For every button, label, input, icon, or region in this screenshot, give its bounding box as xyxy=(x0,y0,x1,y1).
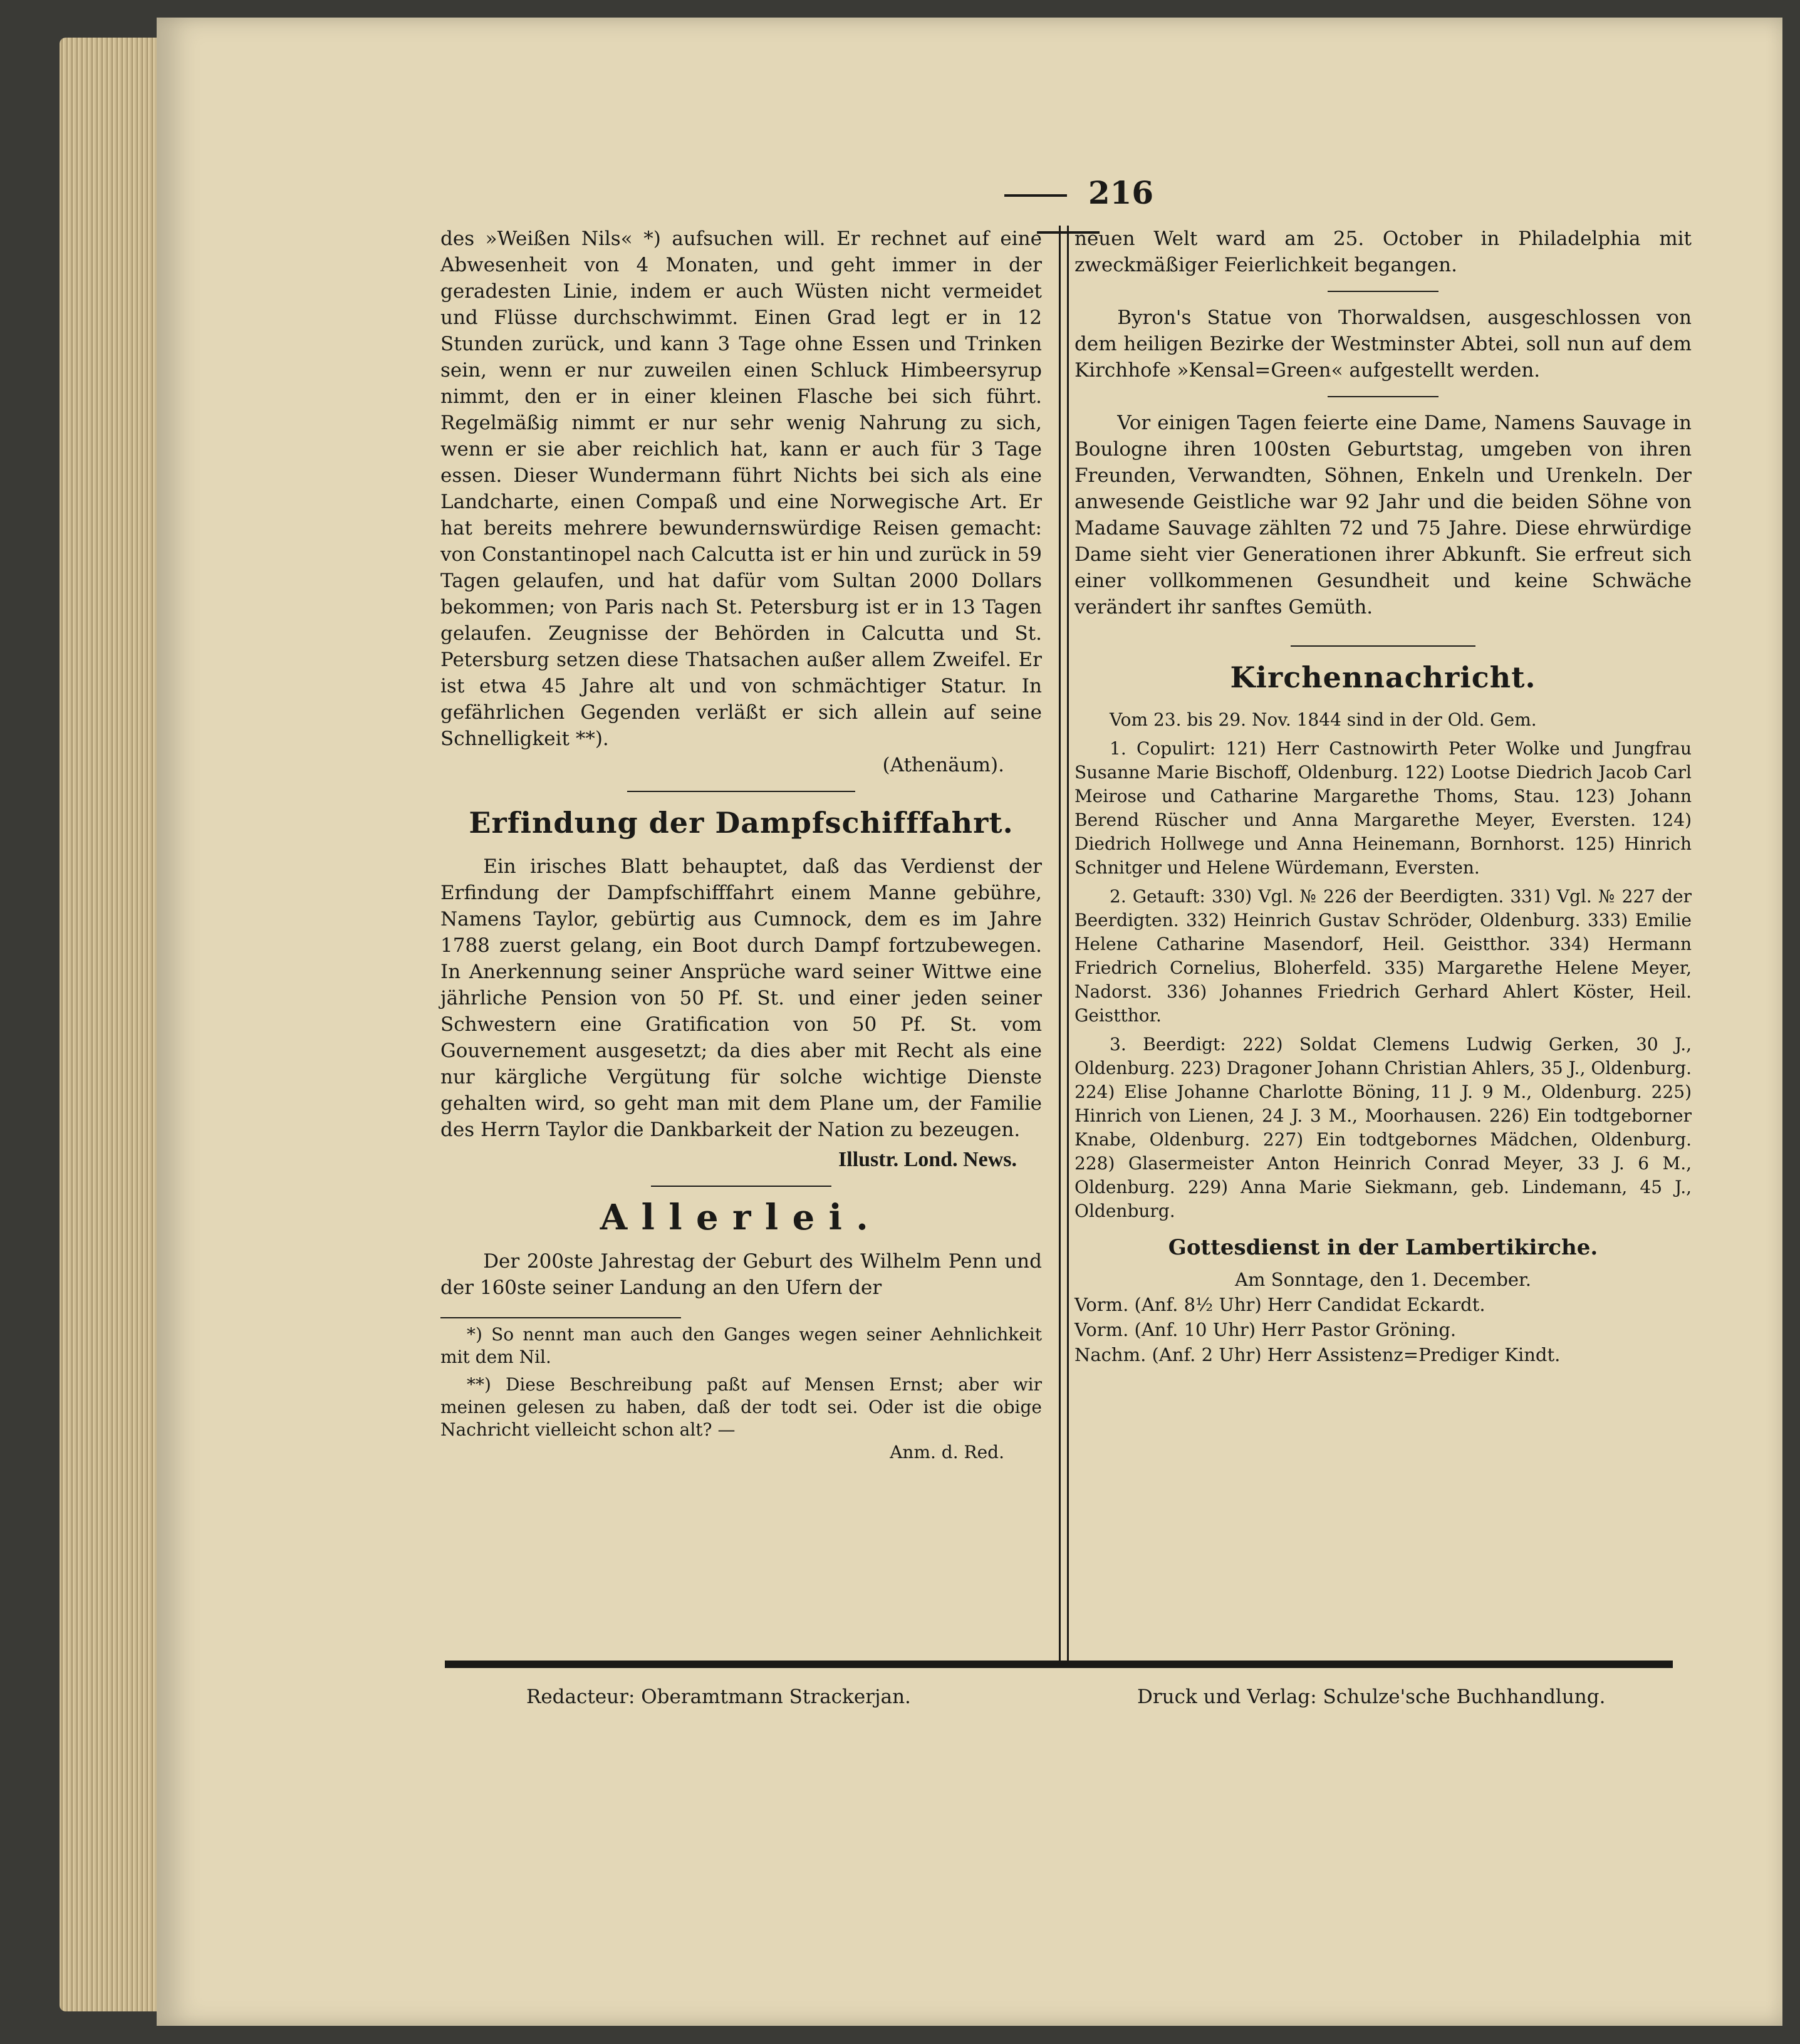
footnote-2-block xyxy=(440,1374,1042,1464)
footer-editor: Redacteur: Oberamtmann Strackerjan. xyxy=(526,1686,911,1708)
footnote-2: **) Diese Beschreibung paßt auf Mensen Ernst; aber wir meinen gelesen zu haben, daß der todt sei. Oder ist die obige Nachricht vielleicht schon alt? — xyxy=(440,1374,1042,1440)
page-number-value: 216 xyxy=(1088,174,1154,211)
footer-publisher: Druck und Verlag: Schulze'sche Buchhandlung. xyxy=(1137,1686,1606,1708)
service-date: Am Sonntage, den 1. December. xyxy=(1235,1269,1531,1290)
church-copulirt: 1. Copulirt: 121) Herr Castnowirth Peter Wolke und Jungfrau Susanne Marie Bischoff, Oldenburg. 122) Lootse Diedrich Jacob Carl Meirose und Catharine Margarethe Thoms, Stau. 123) Johann Berend Rüscher und Anna Margarethe Meyer, Eversten. 124) Diedrich Hollwege und Anna Heinemann, Bornhorst. 125) Hinrich Schnitger und Helene Würdemann, Eversten. xyxy=(1074,738,1692,878)
footnote-2-sign: Anm. d. Red. xyxy=(890,1442,1004,1463)
church-getauft: 2. Getauft: 330) Vgl. № 226 der Beerdigten. 331) Vgl. № 227 der Beerdigten. 332) Heinrich Gustav Schröder, Oldenburg. 333) Emilie Helene Catharine Masendorf, Heil. Geistthor. 334) Hermann Friedrich Cornelius, Bloherfeld. 335) Margarethe Helene Meyer, Nadorst. 336) Johannes Friedrich Gerhard Ahlert Köster, Heil. Geistthor. xyxy=(1074,886,1692,1026)
footnote-rule xyxy=(440,1317,681,1318)
continued-paragraph-penn: neuen Welt ward am 25. October in Philadelphia mit zweckmäßiger Feierlichkeit begangen. xyxy=(1074,227,1692,276)
page-number-dash-left xyxy=(1004,194,1067,197)
service-3: Nachm. (Anf. 2 Uhr) Herr Assistenz=Prediger Kindt. xyxy=(1074,1344,1561,1365)
section-rule xyxy=(1291,645,1476,647)
church-beerdigt: 3. Beerdigt: 222) Soldat Clemens Ludwig Gerken, 30 J., Oldenburg. 223) Dragoner Johann Christian Ahlers, 35 J., Oldenburg. 224) Elise Johanne Charlotte Böning, 11 J. 9 M., Oldenburg. 225) Hinrich von Lienen, 24 J. 3 M., Moorhausen. 226) Ein todtgeborner Knabe, Oldenburg. 227) Ein todtgebornes Mädchen, Oldenburg. 228) Glasermeister Anton Heinrich Conrad Meyer, 33 J. 6 M., Oldenburg. 229) Anna Marie Siekmann, geb. Lindemann, 45 J., Oldenburg. xyxy=(1074,1034,1692,1221)
footer-rule xyxy=(445,1661,1673,1668)
service-1: Vorm. (Anf. 8½ Uhr) Herr Candidat Eckardt. xyxy=(1074,1294,1485,1315)
column-divider xyxy=(1059,226,1069,1661)
source-illustrated-london-news: Illustr. Lond. News. xyxy=(838,1148,1017,1171)
article-penn: Der 200ste Jahrestag der Geburt des Wilhelm Penn und der 160ste seiner Landung an den Ufern der xyxy=(440,1250,1042,1299)
right-column xyxy=(1074,226,1692,1367)
heading-allerlei: Allerlei. xyxy=(600,1197,883,1238)
church-intro: Vom 23. bis 29. Nov. 1844 sind in der Old. Gem. xyxy=(1110,709,1537,730)
heading-gottesdienst: Gottesdienst in der Lambertikirche. xyxy=(1168,1235,1598,1260)
article-dampfschifffahrt: Ein irisches Blatt behauptet, daß das Verdienst der Erfindung der Dampfschifffahrt einem Manne gebühre, Namens Taylor, gebürtig aus Cumnock, dem es im Jahre 1788 zuerst gelang, ein Boot durch Dampf fortzubewegen. In Anerkennung seiner Ansprüche ward seiner Wittwe eine jährliche Pension von 50 Pf. St. und einer jeden seiner Schwestern eine Gratification von 50 Pf. St. vom Gouvernement ausgesetzt; da dies aber mit Recht als eine nur kärgliche Vergütung für solche wichtige Dienste gehalten wird, so geht man mit dem Plane um, der Familie des Herrn Taylor die Dankbarkeit der Nation zu bezeugen. xyxy=(440,855,1042,1141)
article-byron-statue: Byron's Statue von Thorwaldsen, ausgeschlossen von dem heiligen Bezirke der Westminster Abtei, soll nun auf dem Kirchhofe »Kensal=Green« aufgestellt werden. xyxy=(1074,306,1692,382)
section-rule xyxy=(651,1186,831,1187)
section-rule xyxy=(1328,291,1438,292)
section-rule xyxy=(627,791,856,792)
source-athenaeum: (Athenäum). xyxy=(882,754,1004,776)
heading-dampfschifffahrt: Erfindung der Dampfschifffahrt. xyxy=(469,806,1014,840)
footnote-1: *) So nennt man auch den Ganges wegen seiner Aehnlichkeit mit dem Nil. xyxy=(440,1324,1042,1367)
section-rule xyxy=(1328,396,1438,397)
article-sauvage-birthday: Vor einigen Tagen feierte eine Dame, Namens Sauvage in Boulogne ihren 100sten Geburtstag, umgeben von ihren Freunden, Verwandten, Söhnen, Enkeln und Urenkeln. Der anwesende Geistliche war 92 Jahr und die beiden Söhne von Madame Sauvage zählten 72 und 75 Jahre. Diese ehrwürdige Dame sieht vier Generationen ihrer Abkunft. Sie erfreut sich einer vollkommenen Gesundheit und keine Schwäche verändert ihr sanftes Gemüth. xyxy=(1074,412,1692,618)
continued-paragraph: des »Weißen Nils« *) aufsuchen will. Er rechnet auf eine Abwesenheit von 4 Monaten, und geht immer in der geradesten Linie, indem er auch Wüsten nicht vermeidet und Flüsse durchschwimmt. Einen Grad legt er in 12 Stunden zurück, und kann 3 Tage ohne Essen und Trinken sein, wenn er nur zuweilen einen Schluck Himbeersyrup nimmt, den er in einer kleinen Flasche bei sich führt. Regelmäßig nimmt er nur sehr wenig Nahrung zu sich, wenn er sie aber reichlich hat, kann er auch für 3 Tage essen. Dieser Wundermann führt Nichts bei sich als eine Landcharte, einen Compaß und eine Norwegische Art. Er hat bereits mehrere bewundernswürdige Reisen gemacht: von Constantinopel nach Calcutta ist er hin und zurück in 59 Tagen gelaufen, und hat dafür vom Sultan 2000 Dollars bekommen; von Paris nach St. Petersburg ist er in 13 Tagen gelaufen. Zeugnisse der Behörden in Calcutta und St. Petersburg setzen diese Thatsachen außer allem Zweifel. Er ist etwa 45 Jahre alt und von schmächtiger Statur. In gefährlichen Gegenden verläßt er sich allein auf seine Schnelligkeit **). xyxy=(440,227,1042,750)
left-column xyxy=(440,226,1042,1464)
service-2: Vorm. (Anf. 10 Uhr) Herr Pastor Gröning. xyxy=(1074,1319,1457,1340)
heading-kirchennachricht: Kirchennachricht. xyxy=(1230,660,1536,694)
